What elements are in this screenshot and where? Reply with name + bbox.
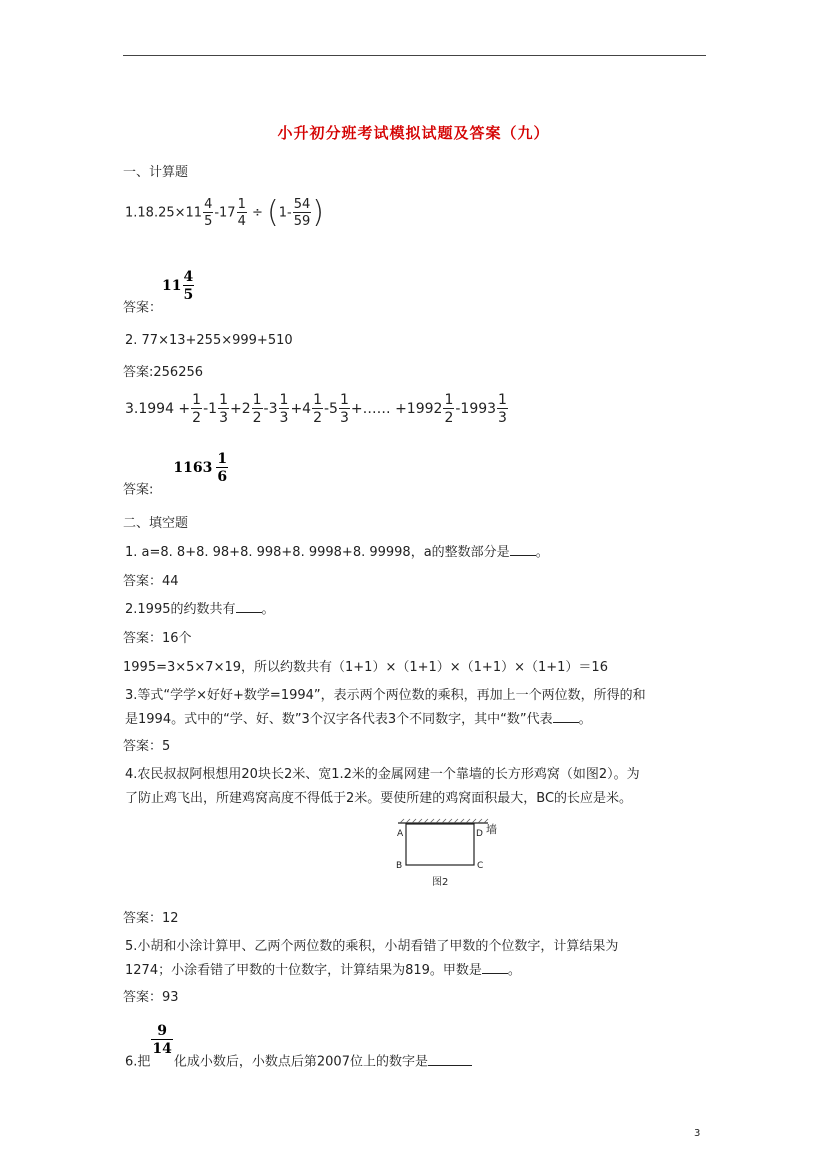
answer-1: 答案：11 $\frac{4}{5}$ xyxy=(123,269,194,316)
fill-answer-3: 答案：5 xyxy=(123,739,171,754)
fill-answer-2-explanation: 1995=3×5×7×19，所以约数共有（1+1）×（1+1）×（1+1）×（1+1）＝16 xyxy=(123,660,608,675)
q3-fraction-8: $\frac{1}{3}$ xyxy=(498,392,507,426)
fill-question-4-line-1: 4.农民叔叔阿根想用20块长2米、宽1.2米的金属网建一个靠墙的长方形鸡窝（如图2）。为 xyxy=(125,767,640,782)
answer-1-fraction: $\frac{4}{5}$ xyxy=(183,269,194,303)
fill-answer-2: 答案：16个 xyxy=(123,631,192,646)
page-number: 3 xyxy=(694,1128,701,1139)
q3-fraction-3: $\frac{1}{2}$ xyxy=(252,392,262,426)
point-b-label: B xyxy=(396,861,403,871)
answer-3-fraction: $\frac{1}{6}$ xyxy=(217,451,228,485)
answer-2: 答案:256256 xyxy=(123,365,204,380)
fill-question-3-line-2: 是1994。式中的“学、好、数”3个汉字各代表3个不同数字，其中“数”代表 。 xyxy=(125,712,592,727)
fill-question-4-line-2: 了防止鸡飞出，所建鸡窝高度不得低于2米。要使所建的鸡窝面积最大，BC的长应是米。 xyxy=(125,791,633,806)
fill-question-5-line-2: 1274；小涂看错了甲数的十位数字，计算结果为819。甲数是 。 xyxy=(125,963,521,978)
q1-paren-close: ) xyxy=(312,195,324,230)
enclosure-rectangle xyxy=(406,824,474,865)
q3-fraction-1: $\frac{1}{2}$ xyxy=(192,392,202,426)
wall-label: 墙 xyxy=(486,823,497,836)
section-heading-calc: 一、计算题 xyxy=(123,165,189,180)
answer-blank xyxy=(428,1065,472,1066)
q3-fraction-6: $\frac{1}{3}$ xyxy=(339,392,349,426)
fill-question-3-line-1: 3.等式“学学×好好+数学=1994”，表示两个两位数的乘积，再加上一个两位数，所得的和 xyxy=(125,688,646,703)
point-c-label: C xyxy=(477,861,484,871)
fill-answer-5: 答案：93 xyxy=(123,990,179,1005)
point-a-label: A xyxy=(397,829,404,839)
answer-3: 答案:1163 $\frac{1}{6}$ xyxy=(123,451,228,498)
question-2: 2. 77×13+255×999+510 xyxy=(125,333,293,348)
answer-blank xyxy=(510,555,536,556)
q1-paren-open: ( xyxy=(267,195,279,230)
q1-fraction-3: $\frac{54}{59}$ xyxy=(293,197,311,229)
fill-question-6: 6.把 $\frac{9}{14}$ 化成小数后，小数点后第2007位上的数字是 xyxy=(125,1024,472,1070)
figure-caption: 图2 xyxy=(432,877,449,888)
figure-2-diagram xyxy=(386,818,506,890)
header-rule xyxy=(123,55,706,56)
question-6-fraction: $\frac{9}{14}$ xyxy=(152,1023,172,1057)
q3-fraction-5: $\frac{1}{2}$ xyxy=(313,392,322,426)
answer-blank xyxy=(553,722,579,723)
fill-answer-1: 答案：44 xyxy=(123,574,179,589)
question-3-expression: 3.1994 + $\frac{1}{2}$ -1 $\frac{1}{3}$ +2 $\frac{1}{2}$ -3 $\frac{1}{3}$ +4 $\frac{1}{2}$ -5 $\frac{1}{3}$ +…… +1992 $\frac{1}{2}$ -1993 $\frac{1}{3}$ xyxy=(125,392,507,426)
q3-fraction-7: $\frac{1}{2}$ xyxy=(444,392,454,426)
q1-fraction-1: $\frac{4}{5}$ xyxy=(204,197,213,229)
point-d-label: D xyxy=(476,829,483,839)
question-1-expression: 1.18.25×11 $\frac{4}{5}$ -17 $\frac{1}{4}$ ÷ (1- $\frac{54}{59}$ ) xyxy=(125,195,324,230)
answer-blank xyxy=(482,973,508,974)
q3-fraction-2: $\frac{1}{3}$ xyxy=(219,392,228,426)
q1-text: 1.18.25×11 xyxy=(125,205,203,221)
page-title: 小升初分班考试模拟试题及答案（九） xyxy=(277,124,550,142)
fill-question-2: 2.1995的约数共有 。 xyxy=(125,602,275,617)
answer-blank xyxy=(236,612,262,613)
fill-question-1: 1. a=8. 8+8. 98+8. 998+8. 9998+8. 99998，a的整数部分是 。 xyxy=(125,545,549,560)
q1-fraction-2: $\frac{1}{4}$ xyxy=(237,197,246,229)
fill-answer-4: 答案：12 xyxy=(123,911,179,926)
section-heading-fill: 二、填空题 xyxy=(123,516,189,531)
fill-question-5-line-1: 5.小胡和小涂计算甲、乙两个两位数的乘积，小胡看错了甲数的个位数字，计算结果为 xyxy=(125,939,619,954)
q3-fraction-4: $\frac{1}{3}$ xyxy=(279,392,289,426)
